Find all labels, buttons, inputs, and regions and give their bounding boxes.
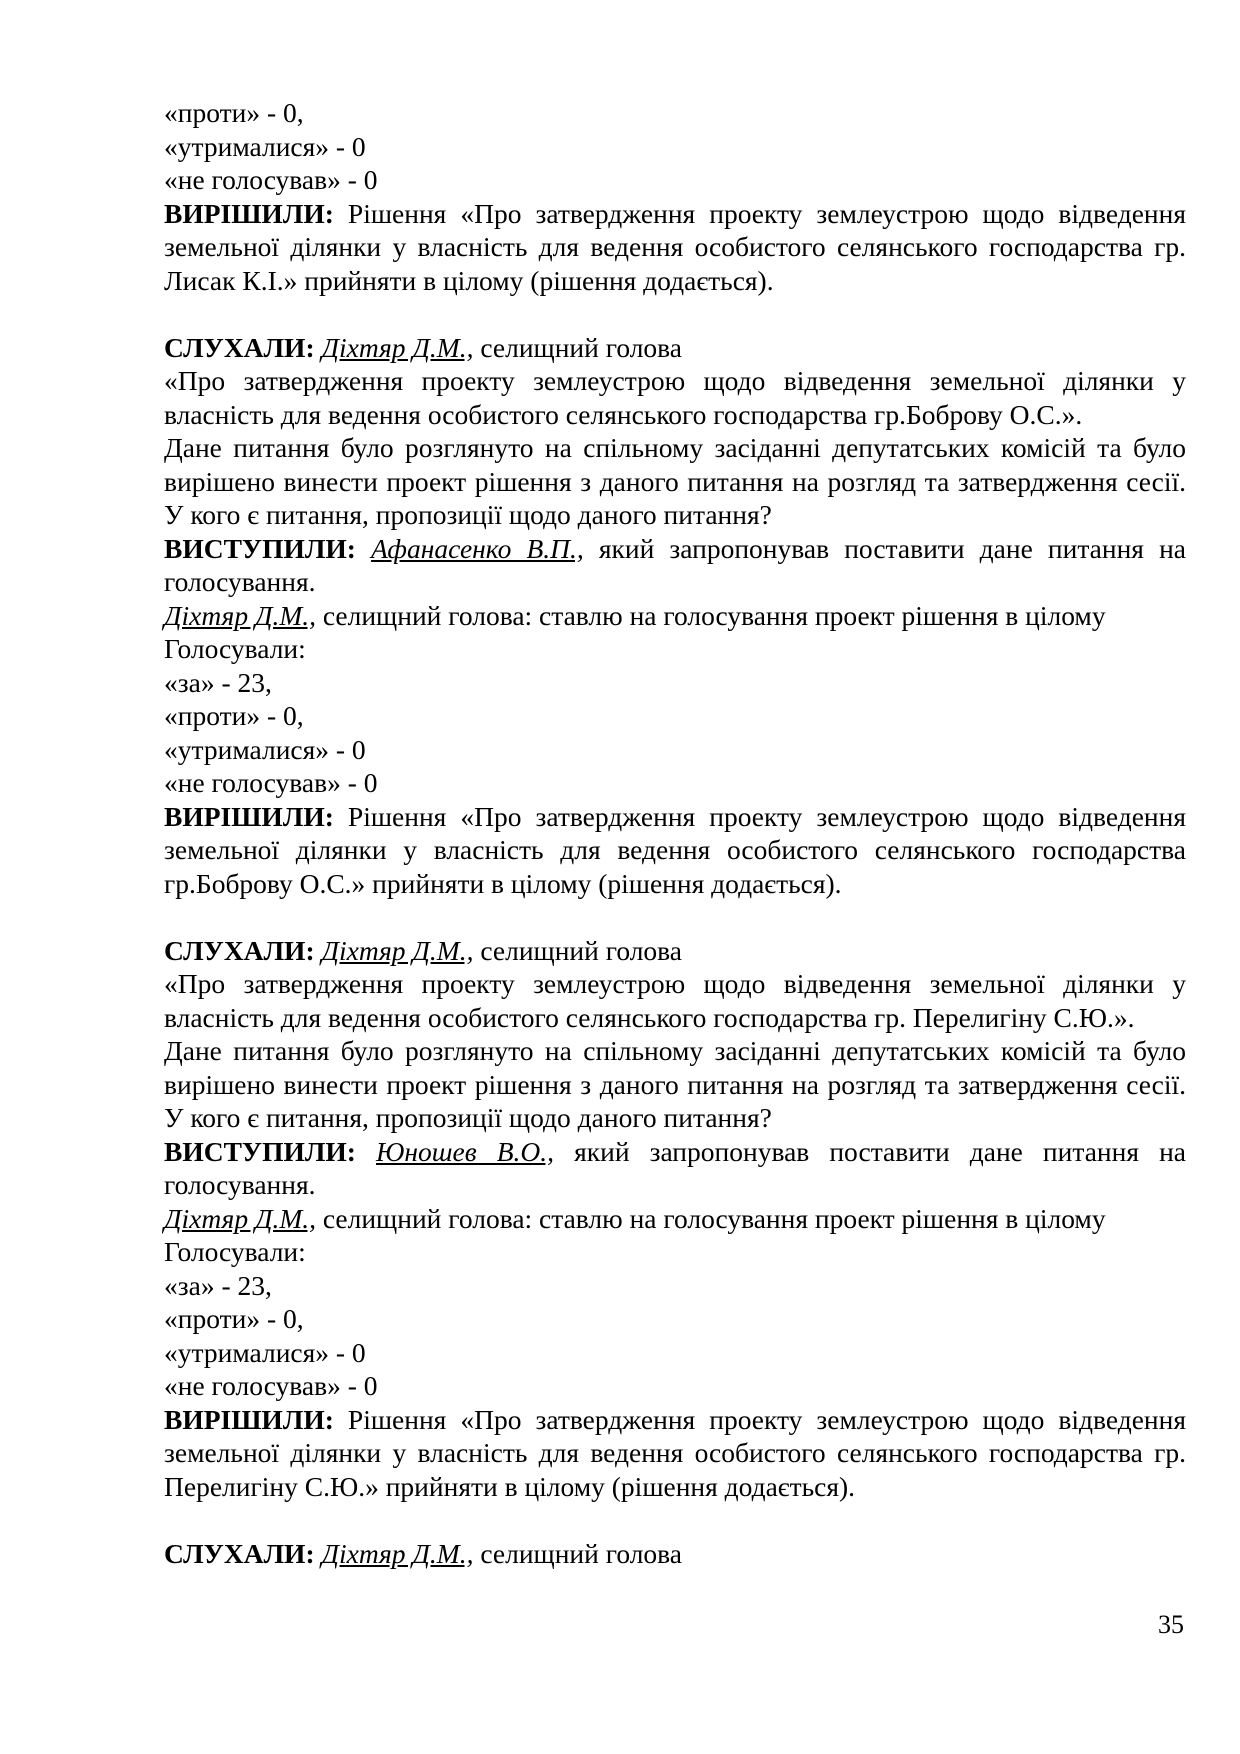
decision-paragraph	[164, 197, 1186, 298]
vote-abstained-line: «утрималися» - 0	[164, 1336, 366, 1368]
speaker-name: Діхтяр Д.М.,	[321, 934, 474, 966]
heard-label: СЛУХАЛИ:	[164, 1537, 315, 1569]
chair-person: Діхтяр Д.М.,	[164, 1202, 316, 1234]
decided-label: ВИРІШИЛИ:	[164, 800, 334, 832]
discussion-paragraph: Дане питання було розглянуто на спільному засіданні депутатських комісій та було вирішено винести проект рішення з даного питання на розгляд та затвердження сесії. У кого є питання, пропозиції щодо даного питання?	[164, 1035, 1186, 1133]
vote-not-voted-line: «не голосував» - 0	[164, 1370, 378, 1401]
decision-paragraph	[164, 800, 1186, 901]
blank-line	[164, 297, 1186, 331]
vote-abstained-line: «утрималися» - 0	[164, 130, 366, 162]
vote-against-line: «проти» - 0,	[164, 97, 304, 128]
speaker-name: Діхтяр Д.М.,	[321, 331, 474, 363]
blank-line	[164, 900, 1186, 934]
spoke-paragraph	[164, 1135, 1186, 1202]
decision-text: Рішення «Про затвердження проекту землеустрою щодо відведення земельної ділянки у власність для ведення особистого селянського господарства гр. Лисак К.І.» прийняти в цілому (рішення додається).	[164, 197, 1186, 296]
heard-line	[164, 1537, 1186, 1571]
chair-text: селищний голова: ставлю на голосування проект рішення в цілому	[315, 1202, 1106, 1234]
decided-label: ВИРІШИЛИ:	[164, 197, 334, 229]
vote-against-line: «проти» - 0,	[164, 1303, 304, 1334]
voted-label: Голосували:	[164, 1236, 306, 1267]
speaker-role: селищний голова	[473, 1537, 683, 1569]
chair-line	[164, 599, 1186, 633]
voted-label: Голосували:	[164, 633, 306, 664]
speaker-name: Діхтяр Д.М.,	[321, 1537, 474, 1569]
minutes-body	[164, 96, 1186, 1570]
chair-line	[164, 1202, 1186, 1236]
spoke-person: Афанасенко В.П.,	[371, 532, 584, 564]
heard-line	[164, 331, 1186, 365]
discussion-paragraph: Дане питання було розглянуто на спільному засіданні депутатських комісій та було вирішено винести проект рішення з даного питання на розгляд та затвердження сесії. У кого є питання, пропозиції щодо даного питання?	[164, 432, 1186, 530]
vote-abstained-line: «утрималися» - 0	[164, 733, 366, 765]
spoke-label: ВИСТУПИЛИ:	[164, 532, 356, 564]
vote-against-line: «проти» - 0,	[164, 700, 304, 731]
decision-paragraph	[164, 1403, 1186, 1504]
speaker-role: селищний голова	[473, 934, 683, 966]
vote-for-line: «за» - 23,	[164, 1269, 272, 1301]
heard-label: СЛУХАЛИ:	[164, 331, 315, 363]
blank-line	[164, 1503, 1186, 1537]
vote-not-voted-line: «не голосував» - 0	[164, 767, 378, 798]
heard-label: СЛУХАЛИ:	[164, 934, 315, 966]
vote-for-line: «за» - 23,	[164, 666, 272, 698]
agenda-title: «Про затвердження проекту землеустрою щодо відведення земельної ділянки у власність для ведення особистого селянського господарства гр.Боброву О.С.».	[164, 365, 1186, 430]
decision-text: Рішення «Про затвердження проекту землеустрою щодо відведення земельної ділянки у власність для ведення особистого селянського господарства гр.Боброву О.С.» прийняти в цілому (рішення додається).	[164, 800, 1186, 899]
decision-text: Рішення «Про затвердження проекту землеустрою щодо відведення земельної ділянки у власність для ведення особистого селянського господарства гр. Перелигіну С.Ю.» прийняти в цілому (рішення додається).	[164, 1403, 1186, 1502]
speaker-role: селищний голова	[473, 331, 683, 363]
spoke-person: Юношев В.О.,	[376, 1135, 555, 1167]
vote-not-voted-line: «не голосував» - 0	[164, 164, 378, 195]
chair-person: Діхтяр Д.М.,	[164, 599, 316, 631]
spoke-label: ВИСТУПИЛИ:	[164, 1135, 356, 1167]
spoke-text: який запропонував поставити дане питання на голосування.	[164, 1135, 1186, 1200]
heard-line	[164, 934, 1186, 968]
spoke-text: який запропонував поставити дане питання на голосування.	[164, 532, 1186, 597]
chair-text: селищний голова: ставлю на голосування проект рішення в цілому	[315, 599, 1106, 631]
spoke-paragraph	[164, 532, 1186, 599]
agenda-title: «Про затвердження проекту землеустрою щодо відведення земельної ділянки у власність для ведення особистого селянського господарства гр. Перелигіну С.Ю.».	[164, 968, 1186, 1033]
decided-label: ВИРІШИЛИ:	[164, 1403, 334, 1435]
page-number: 35	[1158, 1610, 1184, 1639]
